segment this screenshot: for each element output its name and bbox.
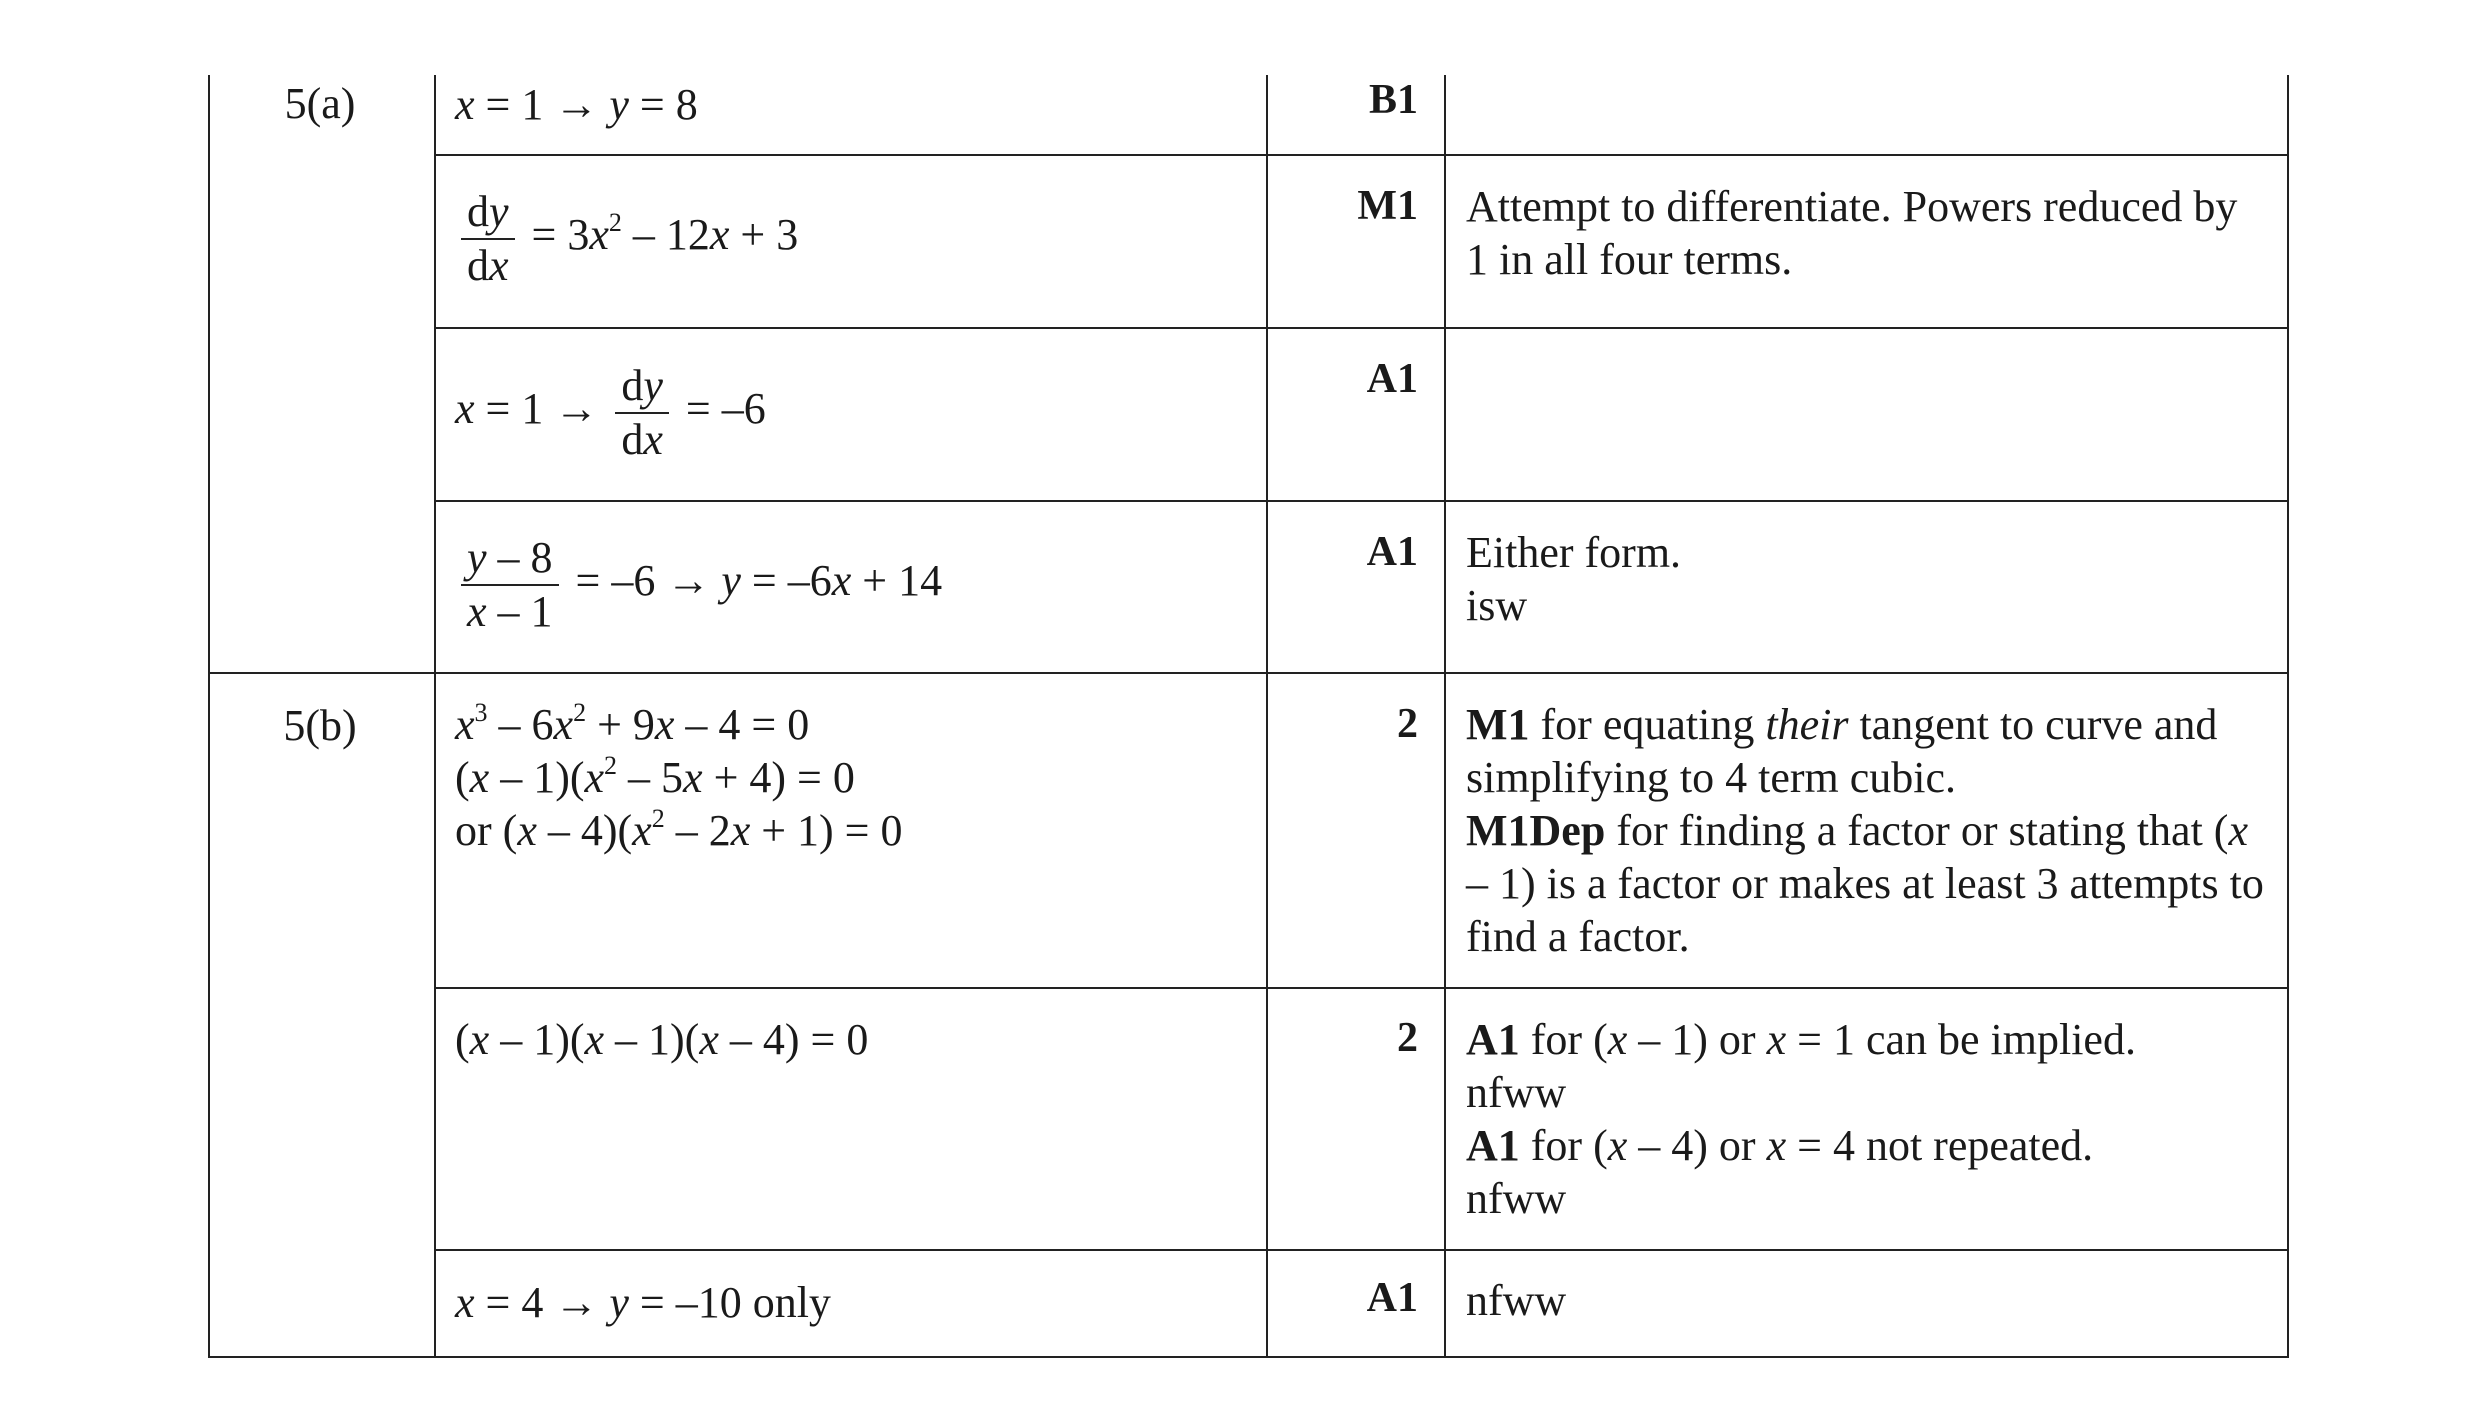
guidance-line: A1 for (x – 1) or x = 1 can be implied. xyxy=(1466,1015,2136,1064)
table-border-bottom xyxy=(208,1356,2289,1358)
answer-line: $(x - 1)(x^2 - 5x + 4) = 0$ xyxy=(455,751,855,802)
answer-cell: (x – 1)(x – 1)(x – 4) = 0 xyxy=(455,1015,869,1064)
mark-cell: A1 xyxy=(1366,1275,1418,1321)
fraction: $\frac{y - 8}{x - 1}$ xyxy=(461,532,559,638)
question-label: 5(a) xyxy=(284,79,356,128)
guidance-line: Either form. xyxy=(1466,528,1682,577)
guidance-cell: nfww xyxy=(1466,1276,1567,1325)
answer-cell: $\frac{dy}{dx}$ = $3x^2 - 12x + 3$ xyxy=(455,186,798,292)
row-divider xyxy=(434,1249,2289,1251)
fraction: $\frac{dy}{dx}$ xyxy=(615,360,669,466)
mark-cell: 2 xyxy=(1397,1015,1418,1061)
table-divider-question xyxy=(434,75,436,1358)
row-divider xyxy=(434,154,2289,156)
table-divider-answer xyxy=(1266,75,1268,1358)
guidance-cell xyxy=(1466,1013,2266,1225)
row-divider xyxy=(434,987,2289,989)
guidance-cell: Attempt to differentiate. Powers reduced by 1 in all four terms. xyxy=(1466,182,2238,284)
guidance-cell xyxy=(1466,526,2266,632)
guidance-line: isw xyxy=(1466,581,1528,630)
mark-cell: A1 xyxy=(1366,529,1418,575)
answer-cell: $\frac{y - 8}{x - 1}$ = –6 → y = –6x + 14 xyxy=(455,532,942,638)
row-divider xyxy=(434,500,2289,502)
answer-line: or $(x - 4)(x^2 - 2x + 1) = 0$ xyxy=(455,804,903,855)
answer-cell xyxy=(455,698,903,857)
guidance-cell xyxy=(1466,698,2266,963)
table-border-right xyxy=(2287,75,2289,1358)
answer-cell: x = 4 → y = –10 only xyxy=(455,1278,831,1327)
row-divider xyxy=(434,327,2289,329)
mark-cell: M1 xyxy=(1357,183,1418,229)
answer-line: $x^3 - 6x^2 + 9x - 4 = 0$ xyxy=(455,698,810,749)
guidance-line: nfww xyxy=(1466,1068,1567,1117)
answer-cell: x = 1 → $\frac{dy}{dx}$ = –6 xyxy=(455,361,766,464)
answer-cell: x = 1 → y = 8 xyxy=(455,80,698,129)
mark-cell: A1 xyxy=(1366,356,1418,402)
question-divider xyxy=(208,672,2289,674)
question-label: 5(b) xyxy=(283,701,357,750)
guidance-line: nfww xyxy=(1466,1174,1567,1223)
fraction: $\frac{dy}{dx}$ xyxy=(461,186,515,292)
table-divider-marks xyxy=(1444,75,1446,1358)
table-border-left xyxy=(208,75,210,1358)
guidance-line: A1 for (x – 4) or x = 4 not repeated. xyxy=(1466,1121,2094,1170)
guidance-line: M1Dep for finding a factor or stating that (x – 1) is a factor or makes at least 3 attempts to find a factor. xyxy=(1466,806,2264,961)
guidance-line: M1 for equating their tangent to curve and simplifying to 4 term cubic. xyxy=(1466,700,2218,802)
mark-cell: B1 xyxy=(1368,77,1418,123)
mark-cell: 2 xyxy=(1397,701,1418,747)
